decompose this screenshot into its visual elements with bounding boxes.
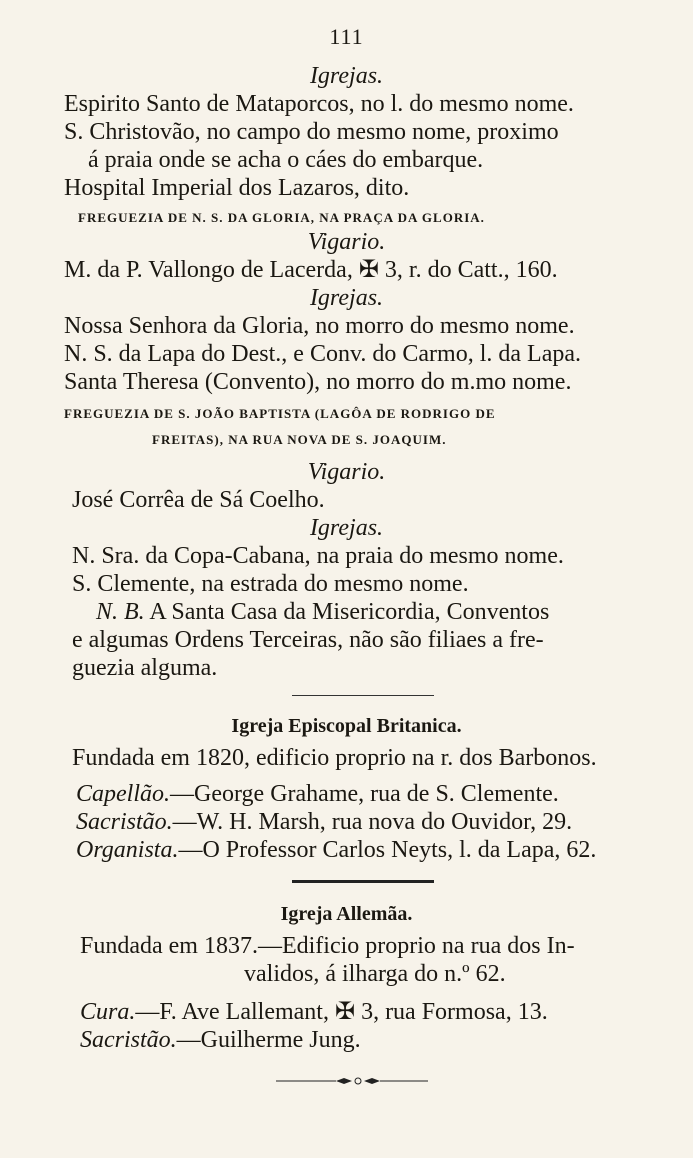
role-line — [80, 998, 548, 1026]
role-line — [80, 1026, 361, 1054]
igrejas-heading: Igrejas. — [309, 63, 384, 89]
igrejas-heading: Igrejas. — [309, 285, 384, 311]
text-line: Espirito Santo de Mataporcos, no l. do mesmo nome. — [64, 91, 574, 117]
text-line: Hospital Imperial dos Lazaros, dito. — [64, 175, 410, 201]
page-number: 111 — [329, 24, 364, 49]
role-text: —Guilherme Jung. — [176, 1027, 361, 1053]
text-line: S. Christovão, no campo do mesmo nome, proximo — [64, 119, 559, 145]
role-text: —George Grahame, rua de S. Clemente. — [170, 781, 559, 807]
nota-bene — [96, 598, 549, 626]
text-line: á praia onde se acha o cáes do embarque. — [88, 147, 484, 173]
text-line: Santa Theresa (Convento), no morro do m.mo nome. — [64, 369, 572, 395]
role-line — [76, 780, 559, 808]
parish-title: FREGUEZIA DE N. S. DA GLORIA, NA PRAÇA DA GLORIA. — [78, 210, 485, 225]
role-label: Sacristão. — [80, 1027, 177, 1053]
role-text: —O Professor Carlos Neyts, l. da Lapa, 62. — [178, 837, 597, 863]
role-label: Organista. — [76, 837, 179, 863]
section-divider — [292, 880, 434, 883]
section-title: Igreja Allemãa. — [280, 903, 413, 925]
role-text: —F. Ave Lallemant, ✠ 3, rua Formosa, 13. — [135, 999, 548, 1025]
text-line: Fundada em 1837.—Edificio proprio na rua dos In- — [80, 933, 575, 959]
text-line: N. S. da Lapa do Dest., e Conv. do Carmo, l. da Lapa. — [64, 341, 581, 367]
text-line: Fundada em 1820, edificio proprio na r. dos Barbonos. — [72, 745, 597, 771]
vigario-heading: Vigario. — [307, 229, 386, 255]
section-title: Igreja Episcopal Britanica. — [231, 715, 462, 737]
ornament-divider — [272, 1074, 432, 1088]
parish-title: FREGUEZIA DE S. JOÃO BAPTISTA (LAGÔA DE RODRIGO DE — [64, 406, 496, 421]
vigario-entry: M. da P. Vallongo de Lacerda, ✠ 3, r. do Catt., 160. — [64, 257, 558, 283]
role-line — [76, 808, 572, 836]
role-line — [76, 836, 596, 864]
text-line: validos, á ilharga do n.º 62. — [244, 961, 506, 987]
text-line: e algumas Ordens Terceiras, não são filiaes a fre- — [72, 627, 544, 653]
role-label: Sacristão. — [76, 809, 173, 835]
nb-label: N. B. — [96, 599, 145, 625]
vigario-entry: José Corrêa de Sá Coelho. — [72, 487, 325, 513]
role-label: Capellão. — [76, 781, 170, 807]
role-label: Cura. — [80, 999, 136, 1025]
role-text: —W. H. Marsh, rua nova do Ouvidor, 29. — [172, 809, 573, 835]
parish-title: FREITAS), NA RUA NOVA DE S. JOAQUIM. — [152, 432, 447, 447]
vigario-heading: Vigario. — [307, 459, 386, 485]
text-line: guezia alguma. — [72, 655, 218, 681]
text-line: N. Sra. da Copa-Cabana, na praia do mesmo nome. — [72, 543, 564, 569]
igrejas-heading: Igrejas. — [309, 515, 384, 541]
text-line: Nossa Senhora da Gloria, no morro do mesmo nome. — [64, 313, 575, 339]
section-divider — [292, 695, 434, 696]
text-line: S. Clemente, na estrada do mesmo nome. — [72, 571, 469, 597]
nb-text: A Santa Casa da Misericordia, Conventos — [149, 599, 550, 625]
